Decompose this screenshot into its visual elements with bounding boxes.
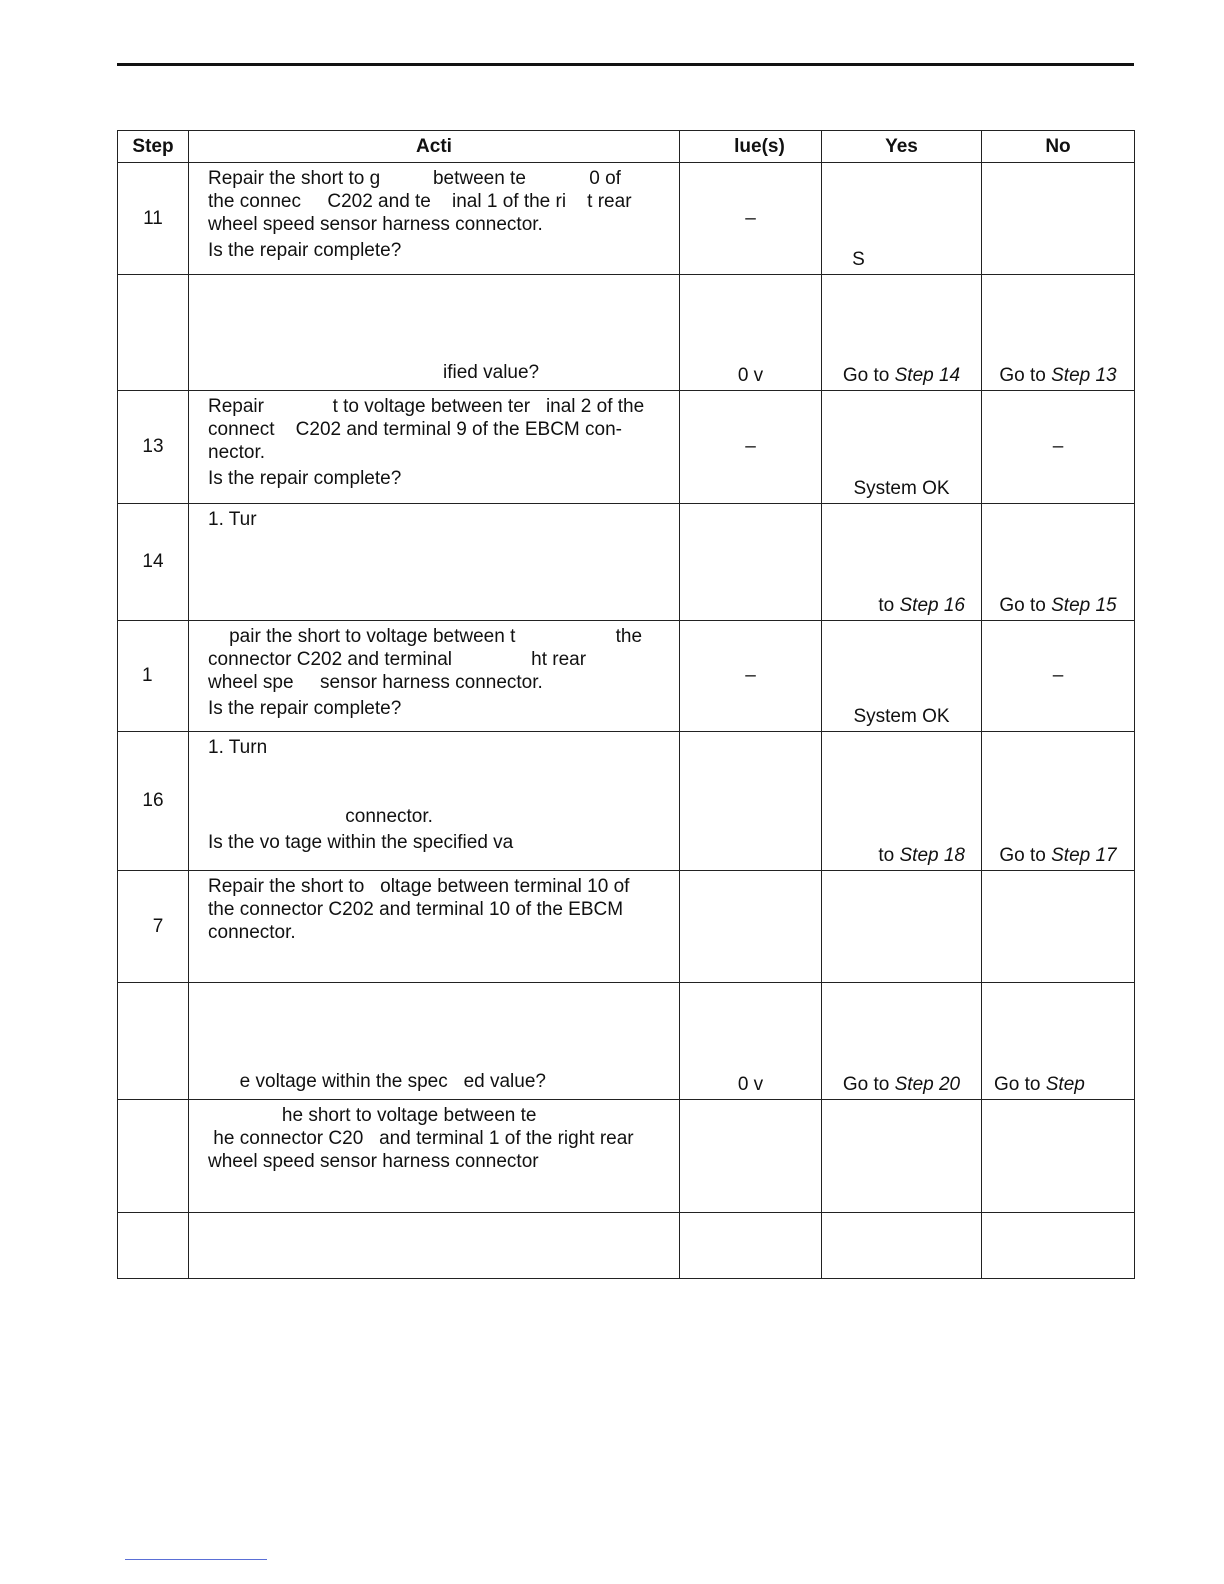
footer-link-underline — [125, 1559, 267, 1560]
no-cell — [982, 1100, 1135, 1213]
step-number — [118, 1100, 189, 1213]
step-number: 16 — [118, 732, 189, 871]
question: Is the repair complete? — [208, 240, 402, 261]
yes-cell: System OK — [822, 391, 982, 504]
yes-cell: S — [822, 163, 982, 275]
yes-cell: to Step 16 — [822, 504, 982, 621]
step-number — [118, 983, 189, 1100]
step-number: 7 — [118, 871, 189, 983]
header-yes: Yes — [822, 131, 982, 163]
value-cell — [680, 1213, 822, 1279]
no-cell — [982, 163, 1135, 275]
table-row — [118, 983, 1135, 1100]
action-cell: Repair the short to g between te 0 of the connec C202 and te inal 1 of the ri t rear wheel speed sensor harness connector. Is the repair complete? — [189, 163, 680, 275]
header-step: Step — [118, 131, 189, 163]
no-cell — [982, 1213, 1135, 1279]
value-cell — [680, 871, 822, 983]
no-cell: Go to Step — [982, 983, 1135, 1100]
table-row — [118, 621, 1135, 732]
value-cell: – — [680, 621, 822, 732]
table-row — [118, 871, 1135, 983]
step-number: 1 — [118, 621, 189, 732]
header-value: lue(s) — [680, 131, 822, 163]
no-cell: Go to Step 17 — [982, 732, 1135, 871]
step-number — [118, 275, 189, 391]
question: Is the repair complete? — [208, 468, 402, 489]
action-cell: 1. Tur — [189, 504, 680, 621]
yes-cell: System OK — [822, 621, 982, 732]
table-row — [118, 504, 1135, 621]
action-cell — [189, 275, 680, 391]
question: Is the vo tage within the specified va — [208, 832, 514, 853]
action-cell: Repair t to voltage between ter inal 2 of the connect C202 and terminal 9 of the EBCM con- nector. Is the repair complete? — [189, 391, 680, 504]
no-cell: Go to Step 13 — [982, 275, 1135, 391]
value-cell — [680, 504, 822, 621]
value-cell — [680, 1100, 822, 1213]
table-row — [118, 163, 1135, 275]
question: e voltage within the spec ed value? — [208, 1071, 546, 1092]
yes-cell — [822, 1100, 982, 1213]
action-cell — [189, 1213, 680, 1279]
action-cell: pair the short to voltage between t the connector C202 and terminal ht rear wheel spe sensor harness connector. Is the repair complete? — [189, 621, 680, 732]
step-number — [118, 1213, 189, 1279]
step-number: 14 — [118, 504, 189, 621]
value-cell: – — [680, 163, 822, 275]
yes-cell: Go to Step 14 — [822, 275, 982, 391]
value-cell: 0 v — [680, 275, 822, 391]
question: ified value? — [443, 362, 540, 383]
action-cell: 1. Turn connector. Is the vo tage within the specified va — [189, 732, 680, 871]
no-cell: – — [982, 621, 1135, 732]
no-cell: Go to Step 15 — [982, 504, 1135, 621]
action-cell: he short to voltage between te he connector C20 and terminal 1 of the right rear wheel speed sensor harness connector — [189, 1100, 680, 1213]
table-header-row — [118, 131, 1135, 163]
table-row — [118, 391, 1135, 504]
question: Is the repair complete? — [208, 698, 402, 719]
action-cell — [189, 983, 680, 1100]
step-number: 11 — [118, 163, 189, 275]
value-cell: 0 v — [680, 983, 822, 1100]
yes-cell — [822, 871, 982, 983]
no-cell — [982, 871, 1135, 983]
yes-cell: Go to Step 20 — [822, 983, 982, 1100]
step-number: 13 — [118, 391, 189, 504]
no-cell: – — [982, 391, 1135, 504]
table-row — [118, 1213, 1135, 1279]
value-cell: – — [680, 391, 822, 504]
yes-cell — [822, 1213, 982, 1279]
action-cell: Repair the short to oltage between terminal 10 of the connector C202 and terminal 10 of the EBCM connector. — [189, 871, 680, 983]
yes-cell: to Step 18 — [822, 732, 982, 871]
table-row — [118, 1100, 1135, 1213]
header-no: No — [982, 131, 1135, 163]
header-action: Acti — [189, 131, 680, 163]
diagnostic-table — [117, 130, 1135, 1279]
header-rule — [117, 63, 1134, 66]
value-cell — [680, 732, 822, 871]
table-row — [118, 275, 1135, 391]
table-row — [118, 732, 1135, 871]
